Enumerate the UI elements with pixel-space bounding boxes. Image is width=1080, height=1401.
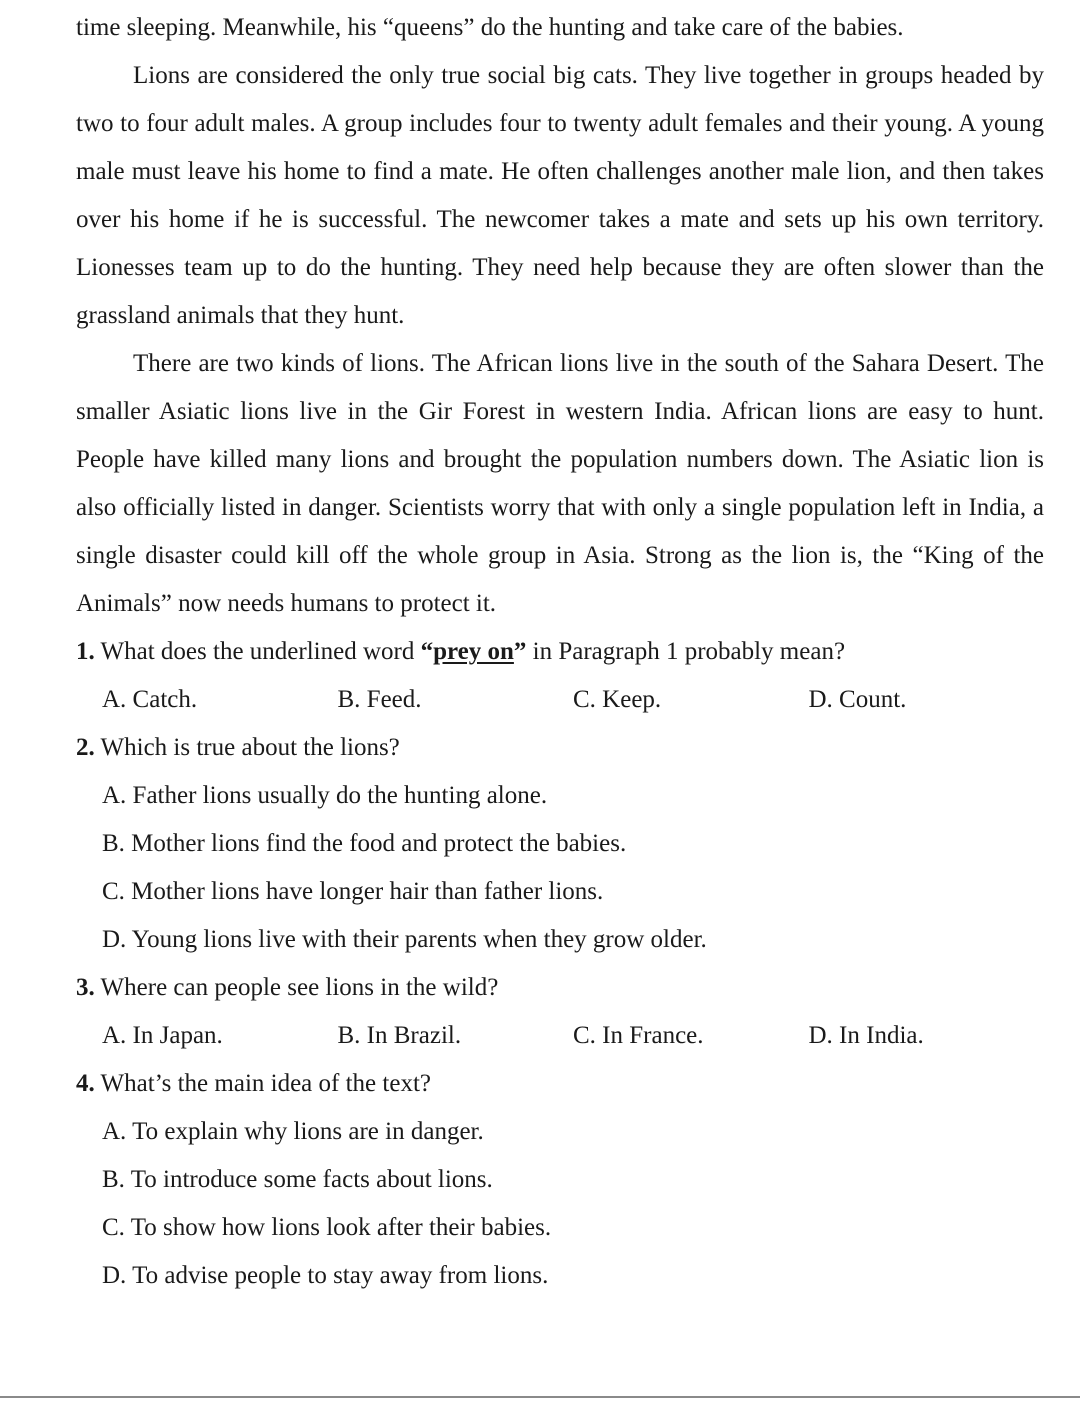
question-text-end: in Paragraph 1 probably mean? [526, 638, 846, 665]
question-text: Which is true about the lions? [94, 734, 400, 761]
paragraph-social-lions: Lions are considered the only true social big cats. They live together in groups headed by two to four adult males. A group includes four to twenty adult females and their young. A young male must leave his home to find a mate. He often challenges another male lion, and then takes over his home if he is successful. The newcomer takes a mate and sets up his own territory. Lionesses team up to do the hunting. They need help because they are often slower than the grassland animals that they hunt. [76, 62, 1044, 329]
option-c[interactable]: C. Mother lions have longer hair than father lions. [102, 878, 604, 905]
question-number: 2. [76, 734, 95, 761]
question-number: 3. [76, 974, 95, 1001]
question-text: What’s the main idea of the text? [94, 1070, 431, 1097]
option-d[interactable]: D. To advise people to stay away from lions. [102, 1262, 549, 1289]
question-1-options [76, 676, 1044, 724]
option-d[interactable]: D. Young lions live with their parents when they grow older. [102, 926, 707, 953]
option-b[interactable]: B. To introduce some facts about lions. [102, 1166, 493, 1193]
open-quote: “ [420, 638, 434, 665]
page-bottom-rule [0, 1396, 1080, 1398]
close-quote: ” [513, 638, 527, 665]
option-b[interactable]: B. Mother lions find the food and protect the babies. [102, 830, 627, 857]
paragraph-continuation: time sleeping. Meanwhile, his “queens” do the hunting and take care of the babies. [76, 14, 904, 41]
question-number: 4. [76, 1070, 95, 1097]
question-text: What does the underlined word [94, 638, 421, 665]
question-3 [76, 964, 1044, 1012]
question-4 [76, 1060, 1044, 1108]
paragraph-two-kinds: There are two kinds of lions. The African lions live in the south of the Sahara Desert. The smaller Asiatic lions live in the Gir Forest in western India. African lions are easy to hunt. People have killed many lions and brought the population numbers down. The Asiatic lion is also officially listed in danger. Scientists worry that with only a single population left in India, a single disaster could kill off the whole group in Asia. Strong as the lion is, the “King of the Animals” now needs humans to protect it. [76, 350, 1044, 617]
option-a[interactable]: A. Catch. [102, 686, 198, 713]
option-d[interactable]: D. Count. [808, 686, 907, 713]
option-a[interactable]: A. Father lions usually do the hunting alone. [102, 782, 548, 809]
option-a[interactable]: A. In Japan. [102, 1022, 223, 1049]
question-text: Where can people see lions in the wild? [94, 974, 499, 1001]
option-c[interactable]: C. Keep. [573, 686, 662, 713]
option-c[interactable]: C. In France. [573, 1022, 704, 1049]
option-a[interactable]: A. To explain why lions are in danger. [102, 1118, 484, 1145]
option-b[interactable]: B. In Brazil. [337, 1022, 462, 1049]
question-2 [76, 724, 1044, 772]
question-number: 1. [76, 638, 95, 665]
option-b[interactable]: B. Feed. [337, 686, 422, 713]
option-d[interactable]: D. In India. [808, 1022, 924, 1049]
question-1 [76, 628, 1044, 676]
underlined-word: prey on [433, 638, 514, 665]
question-3-options [76, 1012, 1044, 1060]
option-c[interactable]: C. To show how lions look after their babies. [102, 1214, 552, 1241]
